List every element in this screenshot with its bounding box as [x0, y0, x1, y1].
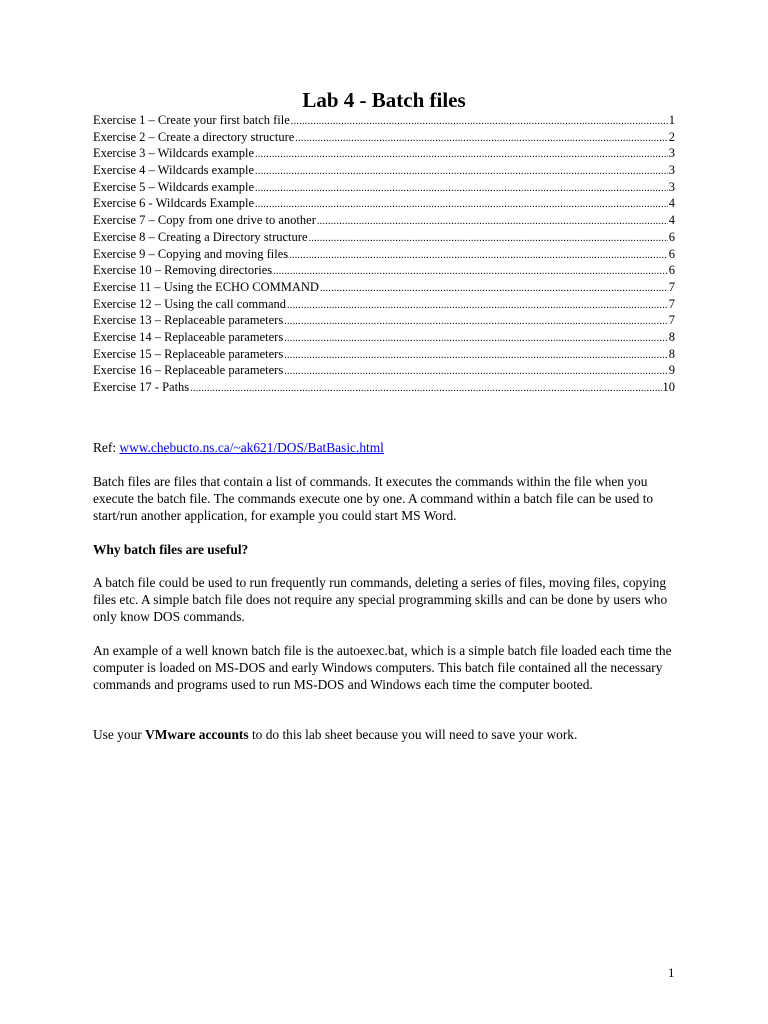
toc-entry-page: 7: [668, 296, 675, 311]
toc-entry-title: Exercise 14 – Replaceable parameters: [93, 329, 284, 344]
toc-entry-page: 9: [668, 363, 675, 378]
toc-entry-page: 10: [662, 380, 675, 394]
toc-leader-dots: [289, 248, 668, 265]
toc-entry[interactable]: [93, 112, 675, 129]
usefulness-paragraph: [93, 574, 678, 625]
toc-leader-dots: [284, 331, 668, 348]
toc-leader-dots: [287, 298, 668, 315]
toc-leader-dots: [255, 164, 668, 181]
autoexec-paragraph-text: An example of a well known batch file is the autoexec.bat, which is a simple batch file loaded each time the computer is loaded on MS-DOS and early Windows computers. This batch file contained all the necessary commands and programs used to run MS-DOS and Windows each time the computer booted.: [93, 643, 672, 692]
toc-entry-title: Exercise 4 – Wildcards example: [93, 163, 255, 178]
toc-entry-title: Exercise 16 – Replaceable parameters: [93, 363, 284, 378]
toc-entry-page: 4: [668, 196, 675, 211]
toc-entry[interactable]: [93, 379, 675, 396]
toc-entry-page: 6: [668, 246, 675, 261]
reference-label: Ref:: [93, 440, 117, 455]
toc-entry-title: Exercise 17 - Paths: [93, 380, 190, 394]
toc-entry[interactable]: [93, 312, 675, 329]
toc-entry[interactable]: [93, 162, 675, 179]
toc-entry[interactable]: [93, 229, 675, 246]
toc-entry[interactable]: [93, 346, 675, 363]
toc-entry-title: Exercise 6 - Wildcards Example: [93, 196, 255, 211]
usefulness-paragraph-text: A batch file could be used to run frequently run commands, deleting a series of files, moving files, copying files etc. A simple batch file does not require any special programming skills and can be done by users who only know DOS commands.: [93, 575, 668, 624]
toc-entry-title: Exercise 2 – Create a directory structure: [93, 129, 295, 144]
toc-entry-page: 3: [668, 179, 675, 194]
toc-entry[interactable]: [93, 145, 675, 162]
vmware-accounts-emphasis: VMware accounts: [145, 727, 249, 742]
toc-entry-title: Exercise 11 – Using the ECHO COMMAND: [93, 279, 319, 294]
toc-leader-dots: [284, 364, 668, 381]
section-heading: Why batch files are useful?: [93, 542, 249, 557]
reference-line: [93, 439, 678, 456]
toc-entry[interactable]: [93, 179, 675, 196]
toc-entry-page: 3: [668, 146, 675, 161]
toc-entry[interactable]: [93, 212, 675, 229]
autoexec-paragraph: [93, 642, 678, 693]
toc-leader-dots: [255, 181, 668, 198]
intro-paragraph: [93, 473, 678, 524]
toc-entry-title: Exercise 1 – Create your first batch file: [93, 113, 290, 127]
vmware-instruction-after: to do this lab sheet because you will need to save your work.: [248, 727, 578, 742]
toc-entry-title: Exercise 5 – Wildcards example: [93, 179, 255, 194]
toc-leader-dots: [295, 131, 667, 148]
toc-leader-dots: [255, 197, 668, 214]
reference-link[interactable]: www.chebucto.ns.ca/~ak621/DOS/BatBasic.html: [119, 440, 384, 455]
toc-entry-page: 6: [668, 263, 675, 278]
toc-leader-dots: [291, 114, 668, 131]
document-title: Lab 4 - Batch files: [302, 88, 466, 112]
toc-entry-title: Exercise 8 – Creating a Directory structure: [93, 229, 308, 244]
toc-entry-title: Exercise 15 – Replaceable parameters: [93, 346, 284, 361]
page-number: 1: [668, 965, 675, 980]
toc-entry-page: 7: [668, 313, 675, 328]
toc-leader-dots: [317, 214, 668, 231]
toc-entry-title: Exercise 10 – Removing directories: [93, 263, 273, 278]
toc-entry[interactable]: [93, 329, 675, 346]
table-of-contents: [93, 112, 675, 396]
toc-entry-title: Exercise 13 – Replaceable parameters: [93, 313, 284, 328]
toc-entry[interactable]: [93, 129, 675, 146]
toc-leader-dots: [190, 381, 661, 398]
toc-leader-dots: [309, 231, 668, 248]
toc-entry-title: Exercise 3 – Wildcards example: [93, 146, 255, 161]
toc-leader-dots: [320, 281, 668, 298]
toc-entry[interactable]: [93, 362, 675, 379]
toc-entry-page: 1: [668, 113, 675, 127]
toc-leader-dots: [284, 314, 668, 331]
toc-entry-page: 2: [668, 129, 675, 144]
toc-entry-title: Exercise 12 – Using the call command: [93, 296, 286, 311]
toc-entry-page: 4: [668, 213, 675, 228]
vmware-instruction-before: Use your: [93, 727, 146, 742]
vmware-instruction: [93, 726, 678, 743]
intro-paragraph-text: Batch files are files that contain a list of commands. It executes the commands within the file when you execute the batch file. The commands execute one by one. A command within a batch file can be used to start/run another application, for example you could start MS Word.: [93, 474, 654, 523]
toc-leader-dots: [255, 147, 668, 164]
toc-entry-page: 7: [668, 279, 675, 294]
toc-entry[interactable]: [93, 195, 675, 212]
toc-entry-title: Exercise 9 – Copying and moving files: [93, 246, 289, 261]
toc-entry-page: 8: [668, 346, 675, 361]
toc-entry[interactable]: [93, 246, 675, 263]
toc-leader-dots: [284, 348, 668, 365]
toc-entry-page: 8: [668, 329, 675, 344]
toc-entry[interactable]: [93, 279, 675, 296]
toc-entry[interactable]: [93, 296, 675, 313]
toc-entry-page: 6: [668, 229, 675, 244]
toc-entry-title: Exercise 7 – Copy from one drive to another: [93, 213, 316, 228]
toc-entry-page: 3: [668, 163, 675, 178]
toc-leader-dots: [273, 264, 668, 281]
toc-entry[interactable]: [93, 262, 675, 279]
